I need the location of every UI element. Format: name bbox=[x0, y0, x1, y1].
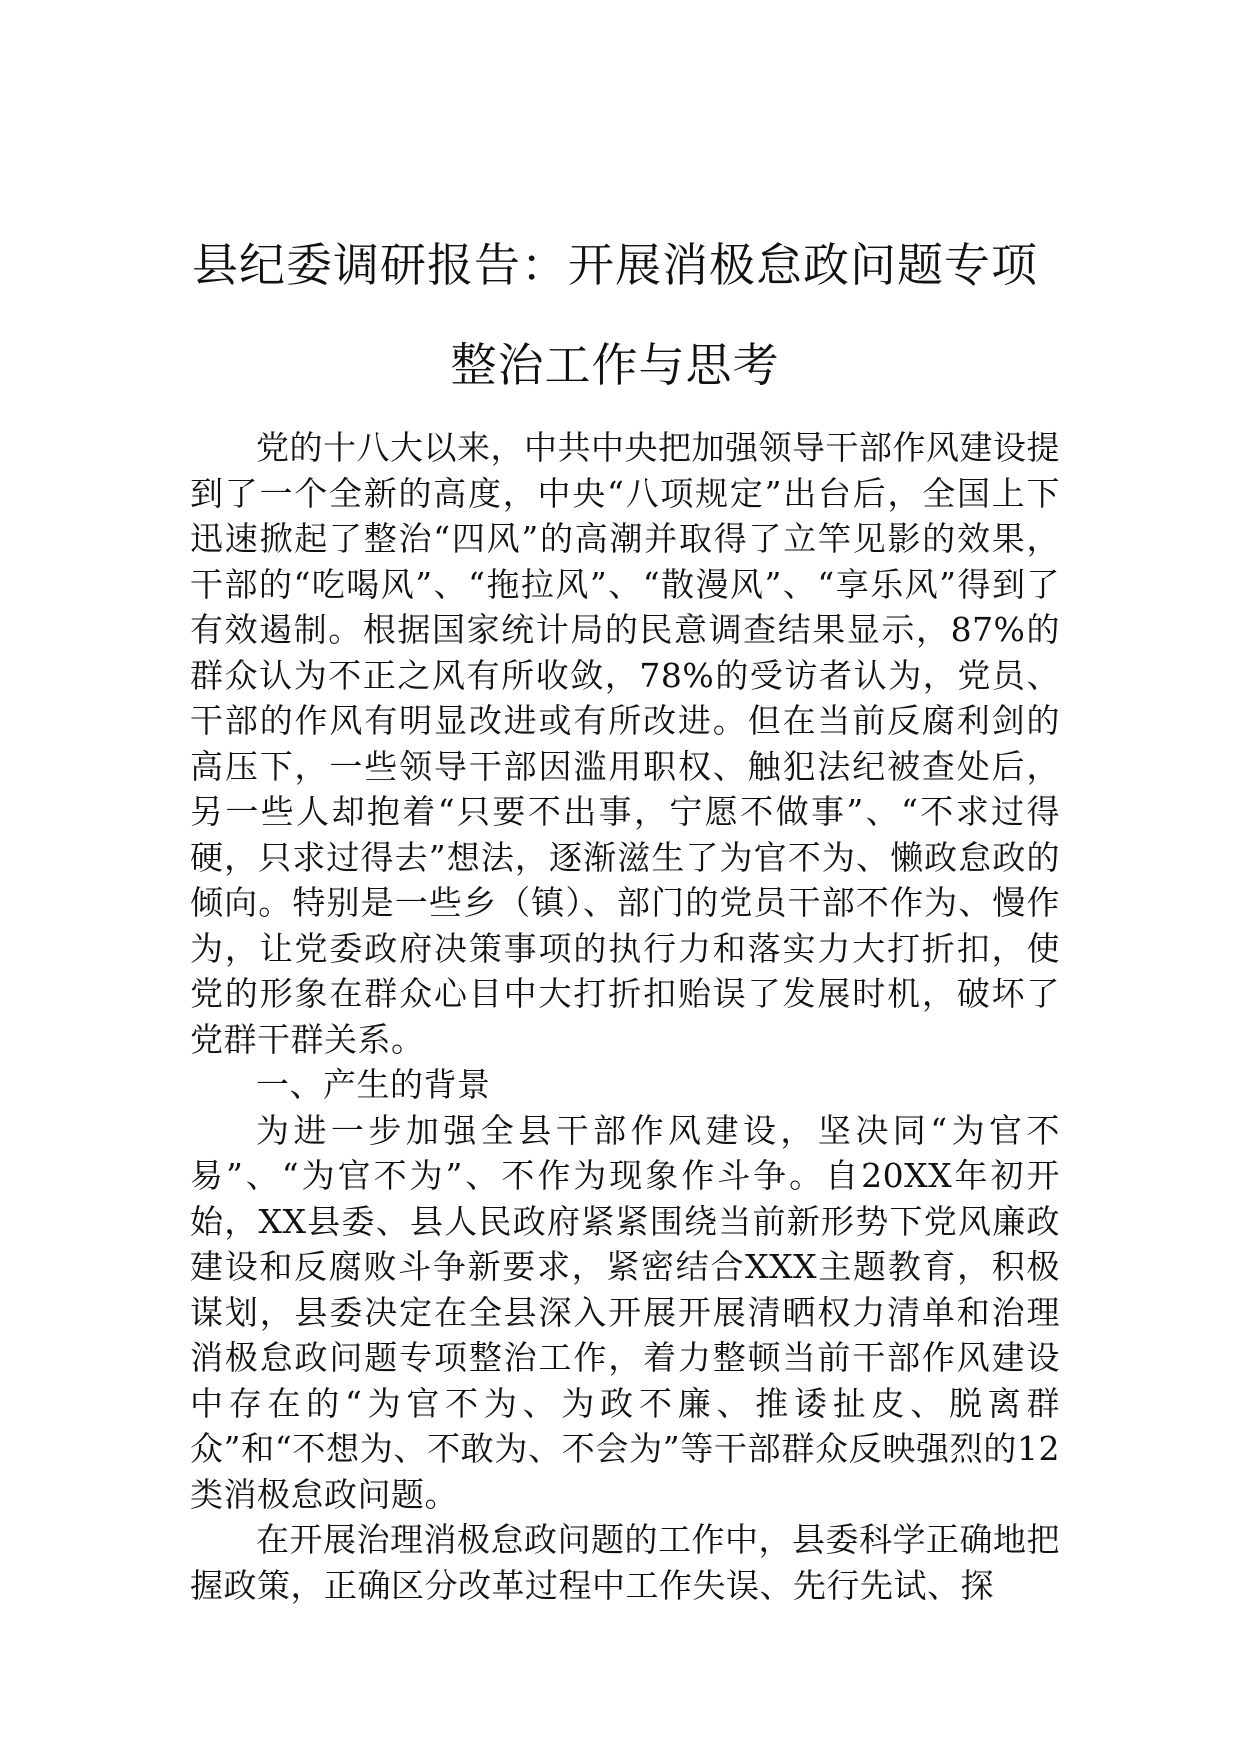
paragraph-background: 为进一步加强全县干部作风建设，坚决同“为官不易”、“为官不为”、不作为现象作斗争。自20XX年初开始，XX县委、县人民政府紧紧围绕当前新形势下党风廉政建设和反腐败斗争新要求，紧密结合XXX主题教育，积极谋划，县委决定在全县深入开展开展清晒权力清单和治理消极怠政问题专项整治工作，着力整顿当前干部作风建设中存在的“为官不为、为政不廉、推诿扯皮、脱离群众”和“不想为、不敢为、不会为”等干部群众反映强烈的12类消极怠政问题。 bbox=[190, 1110, 1060, 1514]
title-line-1: 县纪委调研报告：开展消极怠政问题专项 bbox=[192, 238, 1038, 292]
document-body bbox=[190, 425, 1060, 1608]
paragraph-intro: 党的十八大以来，中共中央把加强领导干部作风建设提到了一个全新的高度，中央“八项规定”出台后，全国上下迅速掀起了整治“四风”的高潮并取得了立竿见影的效果，干部的“吃喝风”、“拖拉风”、“散漫风”、“享乐风”得到了有效遏制。根据国家统计局的民意调查结果显示，87%的群众认为不正之风有所收敛，78%的受访者认为，党员、干部的作风有明显改进或有所改进。但在当前反腐利剑的高压下，一些领导干部因滥用职权、触犯法纪被查处后，另一些人却抱着“只要不出事，宁愿不做事”、“不求过得硬，只求过得去”想法，逐渐滋生了为官不为、懒政怠政的倾向。特别是一些乡（镇）、部门的党员干部不作为、慢作为，让党委政府决策事项的执行力和落实力大打折扣，使党的形象在群众心目中大打折扣贻误了发展时机，破坏了党群干群关系。 bbox=[190, 428, 1060, 1059]
title-line-2: 整治工作与思考 bbox=[450, 338, 780, 392]
section-heading-background: 一、产生的背景 bbox=[256, 1065, 491, 1104]
document-title bbox=[170, 215, 1060, 415]
paragraph-practice: 在开展治理消极怠政问题的工作中，县委科学正确地把握政策，正确区分改革过程中工作失误、先行先试、探 bbox=[190, 1520, 1060, 1605]
